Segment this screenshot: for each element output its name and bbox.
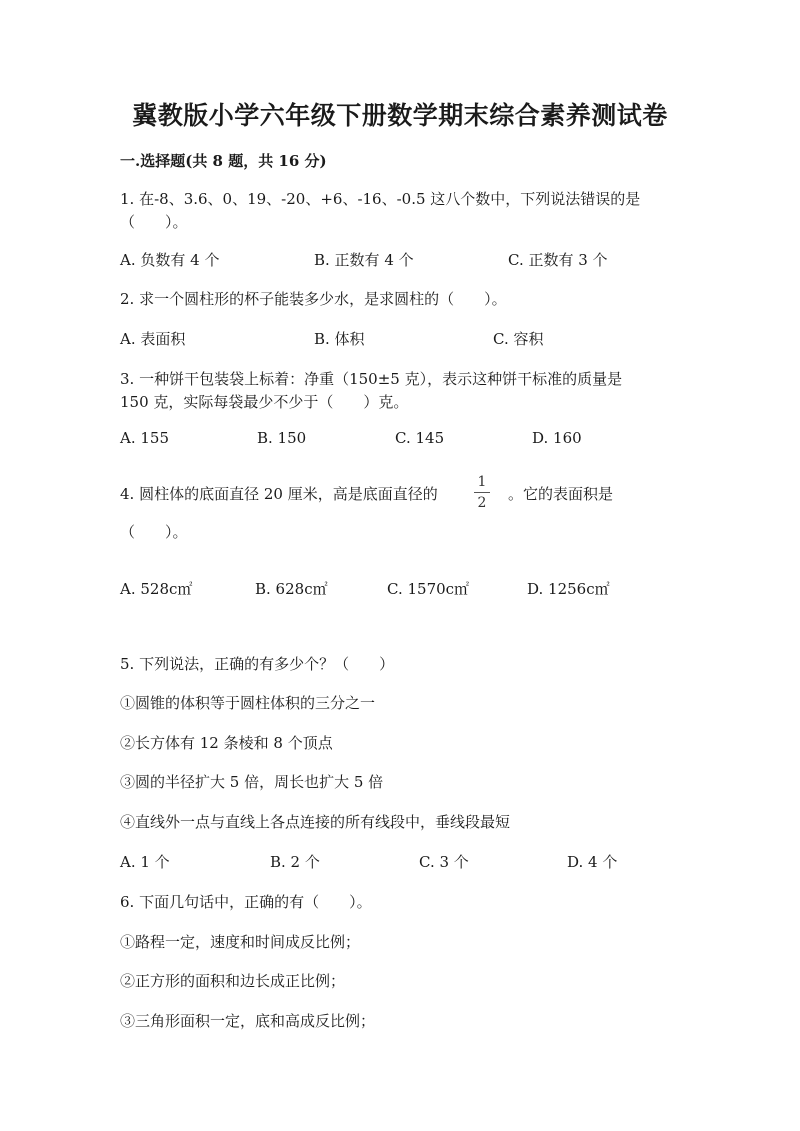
q5-item-1: ①圆锥的体积等于圆柱体积的三分之一 xyxy=(120,694,376,712)
q6-stem: 6. 下面几句话中，正确的有（ ）。 xyxy=(120,893,372,911)
q4-stem-line2: （ ）。 xyxy=(120,523,188,541)
q2-stem: 2. 求一个圆柱形的杯子能装多少水，是求圆柱的（ ）。 xyxy=(120,290,507,308)
q4-option-b: B. 628c㎡ xyxy=(255,580,328,598)
q1-option-b: B. 正数有 4 个 xyxy=(314,251,414,269)
page-title: 冀教版小学六年级下册数学期末综合素养测试卷 xyxy=(132,101,668,130)
q3-stem-line2: 150 克，实际每袋最少不少于（ ）克。 xyxy=(120,393,409,411)
q4-option-c: C. 1570c㎡ xyxy=(387,580,470,598)
q3-option-b: B. 150 xyxy=(257,429,307,447)
q2-option-a: A. 表面积 xyxy=(120,330,186,348)
q1-stem-line1: 1. 在-8、3.6、0、19、-20、+6、-16、-0.5 这八个数中，下列说法错误的是 xyxy=(120,190,641,208)
q4-stem-part2: 。它的表面积是 xyxy=(508,485,614,503)
q5-option-d: D. 4 个 xyxy=(567,853,618,871)
q3-option-c: C. 145 xyxy=(395,429,445,447)
q4-fraction-bar xyxy=(474,492,490,493)
q5-item-2: ②长方体有 12 条棱和 8 个顶点 xyxy=(120,734,333,752)
q5-option-c: C. 3 个 xyxy=(419,853,469,871)
q2-option-b: B. 体积 xyxy=(314,330,365,348)
q3-option-d: D. 160 xyxy=(532,429,582,447)
q4-fraction-numerator: 1 xyxy=(477,474,487,490)
section-heading: 一.选择题(共 8 题，共 16 分) xyxy=(120,152,327,170)
q4-option-a: A. 528c㎡ xyxy=(120,580,193,598)
q5-item-3: ③圆的半径扩大 5 倍，周长也扩大 5 倍 xyxy=(120,773,384,791)
q6-item-3: ③三角形面积一定，底和高成反比例； xyxy=(120,1012,376,1030)
q1-stem-line2: （ ）。 xyxy=(120,213,188,231)
q5-option-a: A. 1 个 xyxy=(120,853,170,871)
q6-item-1: ①路程一定，速度和时间成反比例； xyxy=(120,933,361,951)
q1-option-a: A. 负数有 4 个 xyxy=(120,251,220,269)
q2-option-c: C. 容积 xyxy=(493,330,544,348)
q3-stem-line1: 3. 一种饼干包装袋上标着：净重（150±5 克），表示这种饼干标准的质量是 xyxy=(120,370,623,388)
q5-stem: 5. 下列说法，正确的有多少个？（ ） xyxy=(120,655,395,673)
q4-stem-part1: 4. 圆柱体的底面直径 20 厘米，高是底面直径的 xyxy=(120,485,438,503)
q5-option-b: B. 2 个 xyxy=(270,853,320,871)
q4-fraction-denominator: 2 xyxy=(477,495,487,511)
q6-item-2: ②正方形的面积和边长成正比例； xyxy=(120,972,346,990)
q4-fraction xyxy=(471,474,493,511)
q4-option-d: D. 1256c㎡ xyxy=(527,580,610,598)
q5-item-4: ④直线外一点与直线上各点连接的所有线段中，垂线段最短 xyxy=(120,813,511,831)
q3-option-a: A. 155 xyxy=(120,429,169,447)
q1-option-c: C. 正数有 3 个 xyxy=(508,251,608,269)
